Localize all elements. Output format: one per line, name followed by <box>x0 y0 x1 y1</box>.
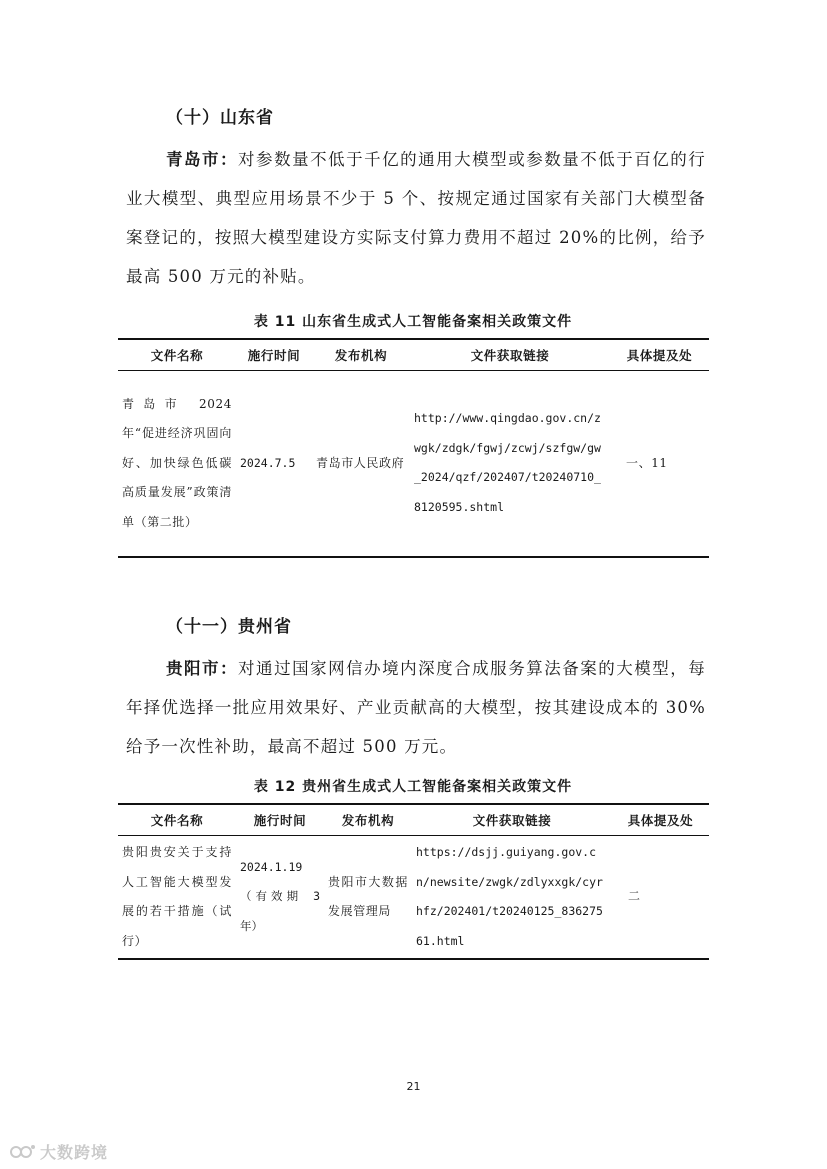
column-header-date: 施行时间 <box>236 804 324 836</box>
policy-table-shandong <box>118 338 709 558</box>
column-header-org: 发布机构 <box>312 339 410 371</box>
paragraph-body-guiyang: 对通过国家网信办境内深度合成服务算法备案的大模型，每年择优选择一批应用效果好、产业贡献高的大模型，按其建设成本的 30%给予一次性补助，最高不超过 500 万元。 <box>126 659 706 756</box>
column-header-link: 文件获取链接 <box>410 339 610 371</box>
table-caption-11: 表 11 山东省生成式人工智能备案相关政策文件 <box>253 314 573 330</box>
table-row <box>118 371 709 557</box>
paragraph-guiyang <box>126 649 706 766</box>
column-header-date: 施行时间 <box>236 339 312 371</box>
column-header-ref: 具体提及处 <box>612 804 709 836</box>
cell-org: 贵阳市大数据发展管理局 <box>324 836 412 960</box>
cell-date: 2024.1.19（有效期 3 年） <box>236 836 324 960</box>
page-number: 21 <box>406 1080 421 1093</box>
column-header-link: 文件获取链接 <box>412 804 612 836</box>
paragraph-lead-guiyang: 贵阳市： <box>166 659 239 678</box>
cell-link[interactable]: http://www.qingdao.gov.cn/zwgk/zdgk/fgwj/zcwj/szfgw/gw_2024/qzf/202407/t20240710_8120595.shtml <box>410 371 610 557</box>
watermark-text: 大数跨境 <box>40 1143 109 1162</box>
column-header-ref: 具体提及处 <box>610 339 709 371</box>
watermark-logo <box>10 1140 108 1163</box>
policy-table-guizhou <box>118 803 709 960</box>
cell-org: 青岛市人民政府 <box>312 371 410 557</box>
cell-date: 2024.7.5 <box>236 371 312 557</box>
column-header-name: 文件名称 <box>118 339 236 371</box>
cell-name: 青岛市 2024 年“促进经济巩固向好、加快绿色低碳高质量发展”政策清单（第二批） <box>118 371 236 557</box>
paragraph-qingdao <box>126 140 706 296</box>
watermark-icon <box>10 1143 36 1161</box>
table-caption-12: 表 12 贵州省生成式人工智能备案相关政策文件 <box>253 779 573 795</box>
column-header-name: 文件名称 <box>118 804 236 836</box>
table-row <box>118 836 709 960</box>
cell-name: 贵阳贵安关于支持人工智能大模型发展的若干措施（试行） <box>118 836 236 960</box>
paragraph-lead-qingdao: 青岛市： <box>166 150 239 169</box>
cell-ref: 一、11 <box>610 371 709 557</box>
cell-link[interactable]: https://dsjj.guiyang.gov.cn/newsite/zwgk/zdlyxxgk/cyrhfz/202401/t20240125_83627561.html <box>412 836 612 960</box>
cell-ref: 二 <box>612 836 709 960</box>
section-heading-shandong: （十）山东省 <box>166 108 274 128</box>
column-header-org: 发布机构 <box>324 804 412 836</box>
paragraph-body-qingdao: 对参数量不低于千亿的通用大模型或参数量不低于百亿的行业大模型、典型应用场景不少于 5 个、按规定通过国家有关部门大模型备案登记的，按照大模型建设方实际支付算力费用不超过 20%的比例，给予最高 500 万元的补贴。 <box>126 150 706 286</box>
section-heading-guizhou: （十一）贵州省 <box>166 617 292 637</box>
